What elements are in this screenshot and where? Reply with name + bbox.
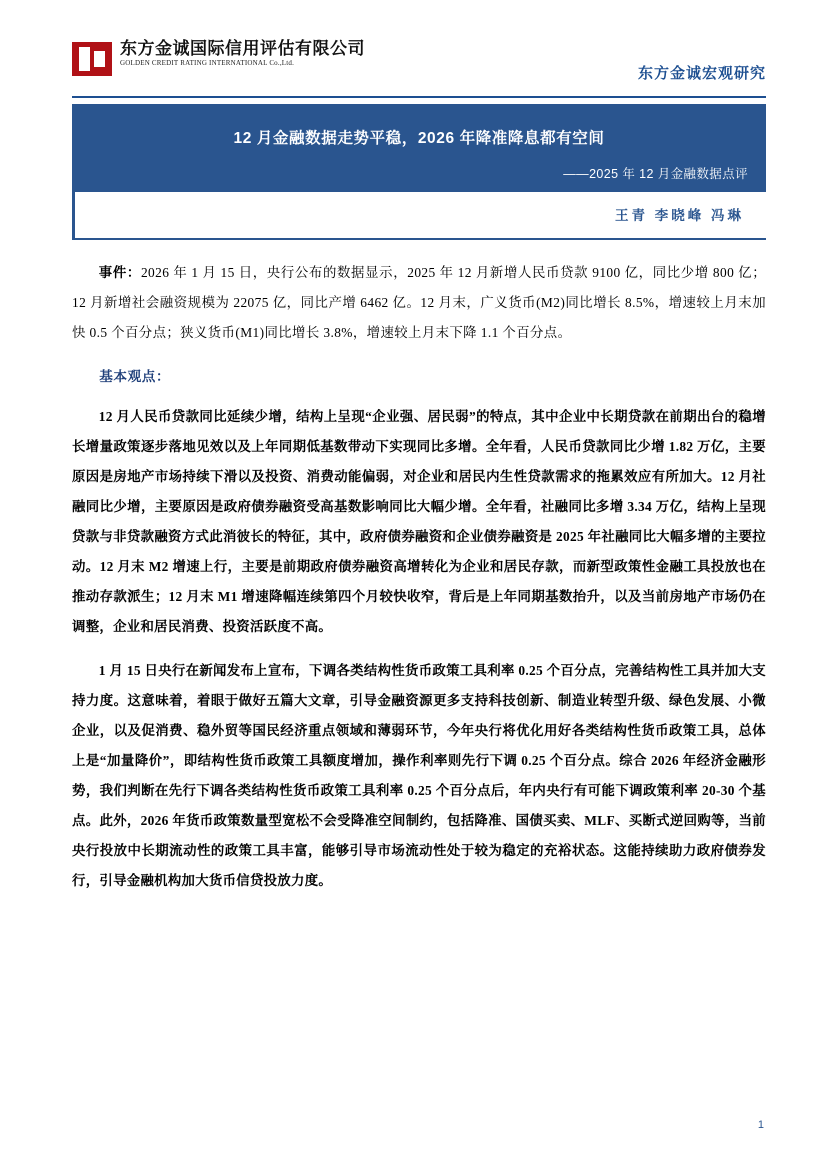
page-number: 1 (757, 1119, 764, 1131)
event-label: 事件： (98, 265, 141, 280)
logo-company-name-en: GOLDEN CREDIT RATING INTERNATIONAL Co.,Ltd. (120, 58, 295, 67)
company-logo (72, 40, 365, 76)
header-research-label: 东方金诚宏观研究 (637, 65, 766, 82)
body-paragraph-1: 12 月人民币贷款同比延续少增，结构上呈现“企业强、居民弱”的特点，其中企业中长期贷款在前期出台的稳增长增量政策逐步落地见效以及上年同期低基数带动下实现同比多增。全年看，人民币贷款同比少增 1.82 万亿，主要原因是房地产市场持续下滑以及投资、消费动能偏弱，对企业和居民内生性贷款需求的拖累效应有所加大。12 月社融同比少增，主要原因是政府债券融资受高基数影响同比大幅少增。全年看，社融同比多增 3.34 万亿，结构上呈现贷款与非贷款融资方式此消彼长的特征，其中，政府债券融资和企业债券融资是 2025 年社融同比大幅多增的主要拉动。12 月末 M2 增速上行，主要是前期政府债券融资高增转化为企业和居民存款，而新型政策性金融工具投放也在推动存款派生；12 月末 M1 增速降幅连续第四个月较快收窄，背后是上年同期基数抬升，以及当前房地产市场仍在调整，企业和居民消费、投资活跃度不高。 (72, 409, 766, 634)
author-bar (72, 192, 766, 240)
document-body (72, 258, 766, 910)
event-text: 2026 年 1 月 15 日，央行公布的数据显示，2025 年 12 月新增人民币贷款 9100 亿，同比少增 800 亿；12 月新增社会融资规模为 22075 亿，同比产增 6462 亿。12 月末，广义货币(M2)同比增长 8.5%，增速较上月末加快 0.5 个百分点；狭义货币(M1)同比增长 3.8%，增速较上月末下降 1.1 个百分点。 (72, 265, 766, 340)
body-paragraph-2: 1 月 15 日央行在新闻发布上宣布，下调各类结构性货币政策工具利率 0.25 个百分点，完善结构性工具并加大支持力度。这意味着，着眼于做好五篇大文章，引导金融资源更多支持科技创新、制造业转型升级、绿色发展、小微企业，以及促消费、稳外贸等国民经济重点领域和薄弱环节，今年央行将优化用好各类结构性货币政策工具，总体上是“加量降价”，即结构性货币政策工具额度增加，操作利率则先行下调 0.25 个百分点。综合 2026 年经济金融形势，我们判断在先行下调各类结构性货币政策工具利率 0.25 个百分点后，年内央行有可能下调政策利率 20-30 个基点。此外，2026 年货币政策数量型宽松不会受降准空间制约，包括降准、国债买卖、MLF、买断式逆回购等，当前央行投放中长期流动性的政策工具丰富，能够引导市场流动性处于较为稳定的充裕状态。这能持续助力政府债券发行，引导金融机构加大货币信贷投放力度。 (72, 663, 766, 888)
section-heading: 基本观点： (99, 369, 171, 384)
event-paragraph (72, 258, 766, 348)
document-subtitle: ——2025 年 12 月金融数据点评 (563, 167, 748, 181)
header-divider (72, 96, 766, 98)
document-header (72, 40, 766, 92)
logo-company-name-cn: 东方金诚国际信用评估有限公司 (120, 39, 365, 58)
title-banner (72, 104, 766, 192)
document-title: 12 月金融数据走势平稳，2026 年降准降息都有空间 (233, 130, 605, 147)
logo-text (120, 40, 365, 67)
author-names: 王青 李晓峰 冯琳 (614, 208, 744, 223)
logo-mark-icon (72, 42, 112, 76)
